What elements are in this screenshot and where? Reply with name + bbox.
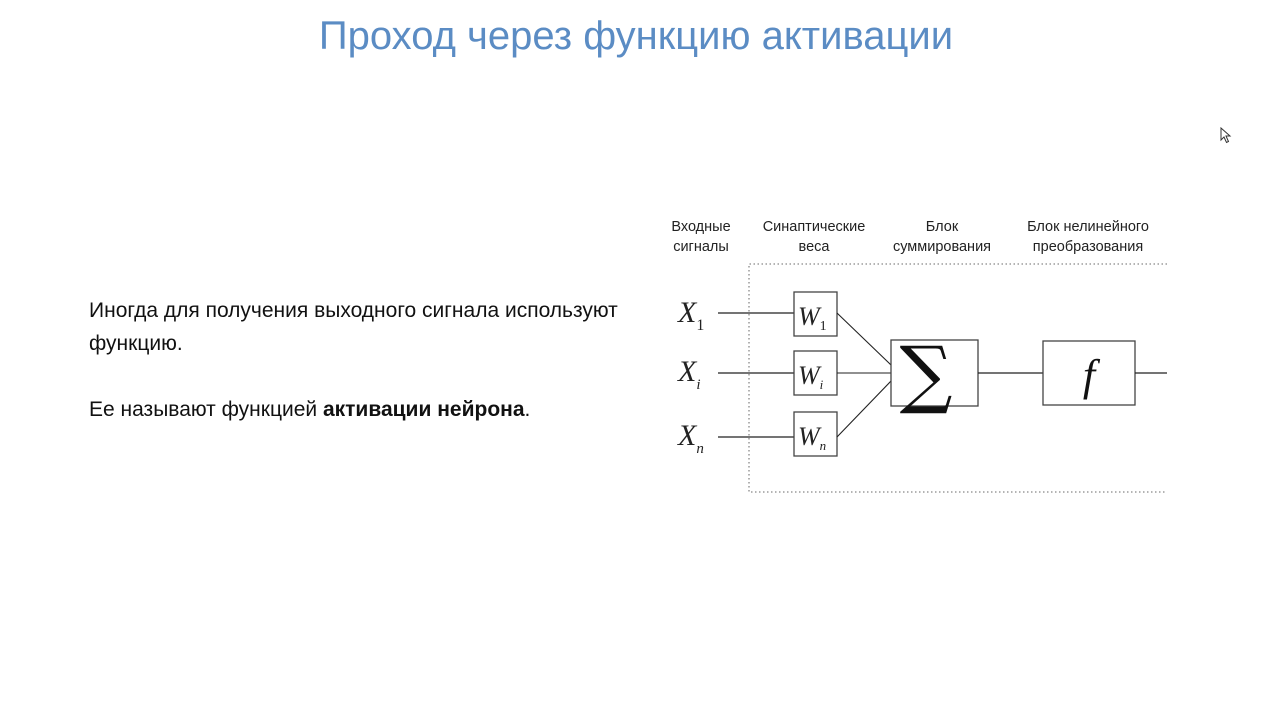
neuron-diagram: [660, 210, 1180, 505]
sum-symbol: ∑: [899, 331, 953, 417]
paragraph-2-bold: активации нейрона: [322, 398, 525, 421]
header-sum-line1: Блок: [925, 219, 959, 235]
connection-wn-sum: [837, 381, 891, 437]
input-xn-symbol: X: [678, 419, 697, 452]
function-symbol: f: [1082, 351, 1096, 400]
header-inputs-line1: Входные: [671, 219, 731, 235]
weight-wn-symbol: W: [798, 422, 820, 451]
header-weights-line2: веса: [798, 239, 830, 255]
paragraph-2-suffix: .: [524, 398, 531, 421]
paragraph-1: Иногда для получения выходного сигнала используют функцию.: [89, 299, 618, 355]
mouse-cursor-icon: [1220, 127, 1232, 145]
weight-wn-subscript: n: [819, 438, 827, 453]
input-xn: [677, 419, 704, 457]
weight-wi-subscript: i: [819, 377, 824, 392]
input-xi: [677, 355, 701, 393]
slide-body: [89, 294, 629, 426]
input-xi-symbol: X: [678, 355, 697, 388]
weight-w1-symbol: W: [798, 302, 820, 331]
input-xn-subscript: n: [696, 441, 704, 457]
input-xi-subscript: i: [696, 377, 701, 393]
header-weights-line1: Синаптические: [762, 219, 866, 235]
slide-title: Проход через функцию активации: [318, 14, 954, 58]
header-inputs-line2: сигналы: [673, 239, 729, 255]
paragraph-2-prefix: Ее называют функцией: [89, 398, 323, 421]
input-x1-symbol: X: [678, 296, 697, 329]
weight-wi-symbol: W: [798, 361, 820, 390]
header-nonlinear-line2: преобразования: [1032, 239, 1144, 255]
weight-w1-subscript: 1: [819, 319, 827, 334]
header-nonlinear-line1: Блок нелинейного: [1027, 219, 1149, 235]
input-x1-subscript: 1: [696, 317, 705, 334]
header-sum-line2: суммирования: [892, 239, 992, 255]
paragraph-2: [89, 393, 629, 426]
input-x1: [677, 296, 704, 334]
connection-w1-sum: [837, 313, 891, 365]
